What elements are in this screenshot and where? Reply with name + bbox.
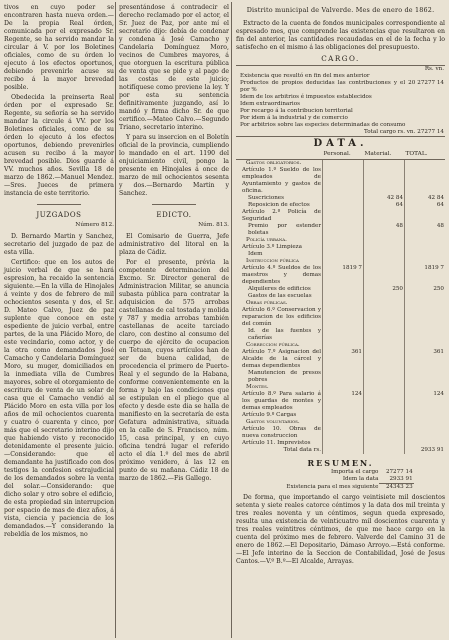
material-value [364, 258, 405, 265]
total-value [405, 342, 446, 349]
material-value [364, 384, 405, 391]
total-value [405, 258, 446, 265]
personal-value [323, 426, 364, 440]
column-header: Personal. [323, 150, 364, 160]
total-value [405, 293, 446, 300]
total-value [405, 370, 446, 384]
total-value: 361 [405, 349, 446, 370]
data-row [236, 300, 445, 307]
total-value [405, 412, 446, 419]
personal-value: 124 [323, 391, 364, 412]
cargo-label: Idem extraordinarios [240, 101, 300, 107]
cargo-row [236, 122, 445, 129]
personal-value [323, 440, 364, 447]
data-row [236, 202, 445, 209]
material-value [364, 426, 405, 440]
data-label: Artículo 7.º Asignacion del Alcalde de la cárcel y demas dependientes [242, 349, 321, 369]
cargo-row [236, 108, 445, 115]
cargo-value [416, 122, 445, 129]
cargo-row [236, 101, 445, 108]
total-value: 1819 7 [405, 265, 446, 286]
divider [152, 204, 196, 205]
data-row [236, 195, 445, 202]
district-heading: Distrito municipal de Valverde. Mes de enero de 1862. [246, 6, 435, 14]
paragraph: Por el presente, prévia la competente determinacion del Excmo. Sr. Director general de Administracion Militar, se anuncia subasta pública para contratar la adquisicion de 575 arrobas castellanas de cal tostada y molida y 787 y media arrobas también castellanas de aceite tarciado claro, con destino al consumo del cuerpo de ejército de ocupacion en Tetuan, cuyos artículos han de ser de buena calidad, de procedencia el primero de Puerto-Real y el segundo de la Habana, conforme convenientemente en la forma y bajo las condiciones que se estipulan en el pliego que al efecto y desde este dia se halla de manifiesto en la secretaría de esta Gefatura administrativa, situada en la calle de S. Francisco, núm. 15, casa principal, y en cuyo oficina tendrá lugar el referido acto el día 1.º del mes de abril próximo venidero, á las 12 en punto de su mañana. Cádiz 18 de marzo de 1862.—Fis Gallego. [119, 259, 229, 482]
paragraph: Y para su insercion en el Boletín oficial de la provincia, cumpliendo lo mandado en el art. 1190 del enjuiciamiento civil, pongo la presente en Hinojales á once de marzo de mil ochocientos sesenta y dos.—Bernardo Martin y Sanchez. [119, 134, 229, 197]
personal-value: 361 [323, 349, 364, 370]
cargo-units: Rs. vn. [424, 66, 444, 72]
cargo-label: Existencia que resultó en fin del mes anterior [240, 73, 370, 79]
data-title: DATA. [313, 138, 368, 149]
paragraph: D. Bernardo Martin y Sanchez, secretario del juzgado de paz de esta villa. [4, 233, 114, 256]
data-label: Montes. [246, 384, 269, 390]
section-heading-juzgados: JUZGADOS [36, 211, 82, 219]
cargo-row [236, 115, 445, 122]
material-value [364, 419, 405, 426]
material-value [364, 307, 405, 328]
material-value [364, 349, 405, 370]
total-value: 48 [405, 223, 446, 237]
cargo-value [416, 115, 445, 122]
material-value [364, 251, 405, 258]
personal-value: 1819 7 [323, 265, 364, 286]
personal-value [323, 293, 364, 300]
data-label: Gastos voluntarios. [246, 419, 300, 425]
data-label: Artículo 6.º Conservacion y reparacion de los edificios del común [242, 307, 321, 327]
personal-value [323, 209, 364, 223]
material-value [364, 237, 405, 244]
personal-value [323, 384, 364, 391]
total-value [405, 426, 446, 440]
material-value [364, 167, 405, 195]
cargo-label: Idem de los arbitrios é impuestos establecidos [240, 94, 372, 100]
data-row [236, 426, 445, 440]
data-row [236, 265, 445, 286]
resumen-table [267, 469, 413, 491]
data-label: Artículo 1.º Sueldo de los empleados de Ayuntamiento y gastos de oficina. [242, 167, 321, 194]
material-value [364, 412, 405, 419]
data-row [236, 258, 445, 265]
data-label: Reposicion de efectos [248, 202, 310, 208]
data-row [236, 349, 445, 370]
data-label: Instruccion pública [246, 258, 299, 264]
cargo-label: Productos de propios deducidas las contribuciones y el 20 por % [240, 80, 416, 93]
data-row [236, 160, 445, 168]
column-1 [4, 4, 114, 541]
total-value [405, 160, 446, 168]
personal-value [323, 258, 364, 265]
total-value [405, 419, 446, 426]
data-label: Artículo 11. Imprevistos [242, 440, 311, 446]
total-value [405, 300, 446, 307]
data-label: Artículo 2.º Policía de Seguridad [242, 209, 321, 222]
resumen-title: RESUMEN. [307, 458, 374, 468]
material-value [364, 265, 405, 286]
total-value [405, 307, 446, 328]
data-label: Artículo 9.º Cargas [242, 412, 297, 418]
resumen-existencia: 24343 23 [379, 484, 413, 492]
data-label: Artículo 3.º Limpieza [242, 244, 302, 250]
cargo-value [416, 101, 445, 108]
material-value: 64 [364, 202, 405, 209]
cargo-value [416, 108, 445, 115]
resumen-value: 2933 91 [389, 476, 413, 482]
paragraph: El Comisario de Guerra, Jefe administrativo del litoral en la plaza de Cádiz. [119, 233, 229, 256]
column-divider [231, 2, 232, 638]
cargo-total: 27277 14 [417, 129, 444, 135]
personal-value [323, 307, 364, 328]
paragraph: tivos en cuyo poder se encontraren hasta nueva orden.— De la propia Real órden, comunicada por el expresado Sr. Regente, se ha servido mandar la circular á V. por los Boletines oficiales, como de su órden lo ejecuto á los efectos oportunos, debiendo prevenirle acuse su recibo á la mayor brevedad posible. [4, 4, 114, 91]
column-header: TOTAL. [405, 150, 446, 160]
personal-value [323, 237, 364, 244]
data-label: Suscriciones [248, 195, 284, 201]
column-3 [236, 4, 445, 568]
personal-value [323, 300, 364, 307]
data-row [236, 209, 445, 223]
personal-value [323, 167, 364, 195]
resumen-existencia-label: Existencia para el mes siguiente [286, 483, 379, 490]
data-row [236, 244, 445, 251]
personal-value [323, 286, 364, 293]
total-value [405, 237, 446, 244]
cargo-table [236, 66, 445, 136]
personal-value [323, 244, 364, 251]
data-total: 2933 91 [405, 447, 446, 454]
cargo-value: 27277 14 [417, 80, 444, 86]
total-value [405, 167, 446, 195]
section-heading-edicto: EDICTO. [156, 211, 192, 219]
column-header: Material. [364, 150, 405, 160]
data-row [236, 412, 445, 419]
total-value [405, 251, 446, 258]
personal-value [323, 202, 364, 209]
data-label: Artículo 8.º Para salario á los guardas de montes y demas empleados [242, 391, 321, 411]
data-row [236, 419, 445, 426]
resumen-value: 27277 14 [385, 469, 413, 475]
material-value [364, 440, 405, 447]
resumen-label: Importa el cargo [330, 469, 379, 475]
material-value: 250 [364, 286, 405, 293]
data-row [236, 342, 445, 349]
material-value [364, 160, 405, 168]
total-value [405, 328, 446, 342]
data-label: Idem [248, 251, 263, 257]
total-value: 42 84 [405, 195, 446, 202]
paragraph: Certifico: que en los autos de juicio verbal de que se hará espresion, ha recaido la sentencia siguiente.—En la villa de Hinojales á veinte y dos de febrero de mil ochocientos sesenta y dos, el Sr. D. Mateo Calvo, Juez de paz suplente que conoce en este espediente de juicio verbal, entre partes, de la una Plácido Moro, de este vecindario, como actor, y de la otra como demandados José Camacho y Candelaria Domínguez Moro, su muger, domiciliados en la inmediata villa de Cumbres mayores, sobre el otorgamiento de escritura de venta de un solar de casa que el Camacho vendió al Plácido Moro en esta villa por los años de mil ochocientos cuarenta y cuatro ó cuarenta y cinco, por más que el secretario interino dijo que habiendo visto y reconocido detenidamente el presente juicio.—Considerando: que el demandante ha justificado con dos testigos la confesion estrajudicial de los demandados sobre la venta del solar.—Considerando: que dicho solar y otro sobre el edificio, de esta propiedad sin interrupcion por espacio de mas de diez años, á vista, ciencia y paciencia de los demandados.—Y considerando la rebeldía de los mismos, no [4, 259, 114, 538]
resumen-label: Idem la data [342, 476, 379, 482]
data-total-label: Total data rs. [283, 447, 321, 453]
total-value [405, 244, 446, 251]
data-label: Obras públicas. [246, 300, 288, 306]
paragraph: Obedecida la preinserta Real órden por el expresado Sr. Regente, su señoría se ha servido mandar la circule á VV. por los Boletines oficiales, como de su órden lo ejecuto á los efectos oportunos, debiendo prevenirles acusen su recibo á la mayor brevedad posible. Dios guarde á VV. muchos años. Sevilla 18 de marzo de 1862.—Manuel Mendez.—Sres. Jueces de primera instancia de este territorio. [4, 94, 114, 197]
closing-paragraph: De forma, que importando el cargo veintisiete mil doscientos setenta y siete reales catorce céntimos y la data dos mil treinta y tres reales noventa y un céntimos, segun queda expresado, resulta una existencia de veinticuatro mil doscientos cuarenta y tres reales veintitres céntimos, de que me hace cargo en la cuenta del próximo mes de febrero. Valverde del Camino 31 de enero de 1862.—El Depositario, Dámaso Arroyo.—Está conforme.—El Jefe interino de la Seccion de Contabilidad, José de Jesus Cantos.—V.º B.º—El Alcalde, Arrayas. [236, 494, 445, 565]
cargo-row [236, 73, 445, 80]
data-label: Id. de las fuentes y cañerías [248, 328, 321, 341]
resumen-row [267, 476, 413, 484]
data-label: Manutencion de presos pobres [248, 370, 321, 383]
divider [37, 204, 81, 205]
data-label: Artículo 10. Obras de nueva construccion [242, 426, 321, 439]
total-value [405, 209, 446, 223]
cargo-value [416, 73, 445, 80]
data-row [236, 440, 445, 447]
data-label: Gastos obligatorios. [246, 160, 302, 166]
personal-value [323, 370, 364, 384]
material-value [364, 370, 405, 384]
personal-value [323, 160, 364, 168]
total-value [405, 384, 446, 391]
material-value [364, 342, 405, 349]
material-value [364, 244, 405, 251]
personal-value [323, 195, 364, 202]
cargo-label: Por recargo á la contribucion territorial [240, 108, 353, 114]
data-row [236, 391, 445, 412]
total-value: 64 [405, 202, 446, 209]
personal-value [323, 328, 364, 342]
personal-value [323, 412, 364, 419]
material-value [364, 391, 405, 412]
data-row [236, 251, 445, 258]
paragraph: presentándose á contradecir el derecho reclamado por el actor, el Sr. Juez de Paz, por ante mí el secretario dijo: debía de condenar y condena á José Camacho y Candelaria Domínguez Moro, vecinos de Cumbres mayores, á que otorguen la escritura pública de venta que se pide y al pago de las costas de este juicio; notifíquese como previene la ley. Y por esta su sentencia definitivamente juzgando, así lo mandó y firma dicho Sr. de que certifico.—Mateo Calvo.—Segundo Triano, secretario interino. [119, 4, 229, 131]
data-row [236, 384, 445, 391]
column-divider [115, 2, 116, 638]
material-value [364, 209, 405, 223]
data-row [236, 293, 445, 300]
data-row [236, 328, 445, 342]
cargo-value [416, 94, 445, 101]
column-2 [119, 4, 229, 485]
personal-value [323, 251, 364, 258]
material-value: 42 84 [364, 195, 405, 202]
data-row [236, 307, 445, 328]
personal-value [323, 223, 364, 237]
material-value: 48 [364, 223, 405, 237]
cargo-total-label: Total cargo rs. vn. [363, 129, 416, 135]
cargo-section [236, 65, 445, 137]
notice-number: Número 812. [75, 222, 114, 228]
material-value [364, 328, 405, 342]
material-value [364, 293, 405, 300]
intro-paragraph: Extracto de la cuenta de fondos municipales correspondiente al espresado mes, que comprende las existencias que resultaron en fin del anterior, las cantidades recaudadas en el de la fecha y lo satisfecho en el mismo á las obligaciones del presupuesto. [236, 20, 445, 51]
data-row [236, 370, 445, 384]
personal-value [323, 419, 364, 426]
data-row [236, 286, 445, 293]
data-row [236, 167, 445, 195]
data-row [236, 237, 445, 244]
cargo-label: Por idem á la industrial y de comercio [240, 115, 348, 121]
personal-value [323, 342, 364, 349]
data-row [236, 223, 445, 237]
total-value: 250 [405, 286, 446, 293]
data-label: Gastos de las escuelas [248, 293, 312, 299]
cargo-row [236, 80, 445, 94]
notice-number: Núm. 813. [198, 222, 229, 228]
data-label: Policía urbana. [246, 237, 287, 243]
cargo-title: CARGO. [321, 54, 360, 63]
data-label: Alquileres de edificios [248, 286, 311, 292]
total-value: 124 [405, 391, 446, 412]
cargo-row [236, 94, 445, 101]
resumen-row [267, 469, 413, 476]
data-label: Artículo 4.º Sueldos de los maestros y demas dependientes [242, 265, 321, 285]
data-label: Premio por estender boletas [248, 223, 321, 236]
material-value [364, 300, 405, 307]
data-table [236, 150, 445, 454]
total-value [405, 440, 446, 447]
cargo-label: Por arbitrios sobre las especies determinadas de consumo [240, 122, 406, 128]
data-label: Correccion pública. [246, 342, 300, 348]
